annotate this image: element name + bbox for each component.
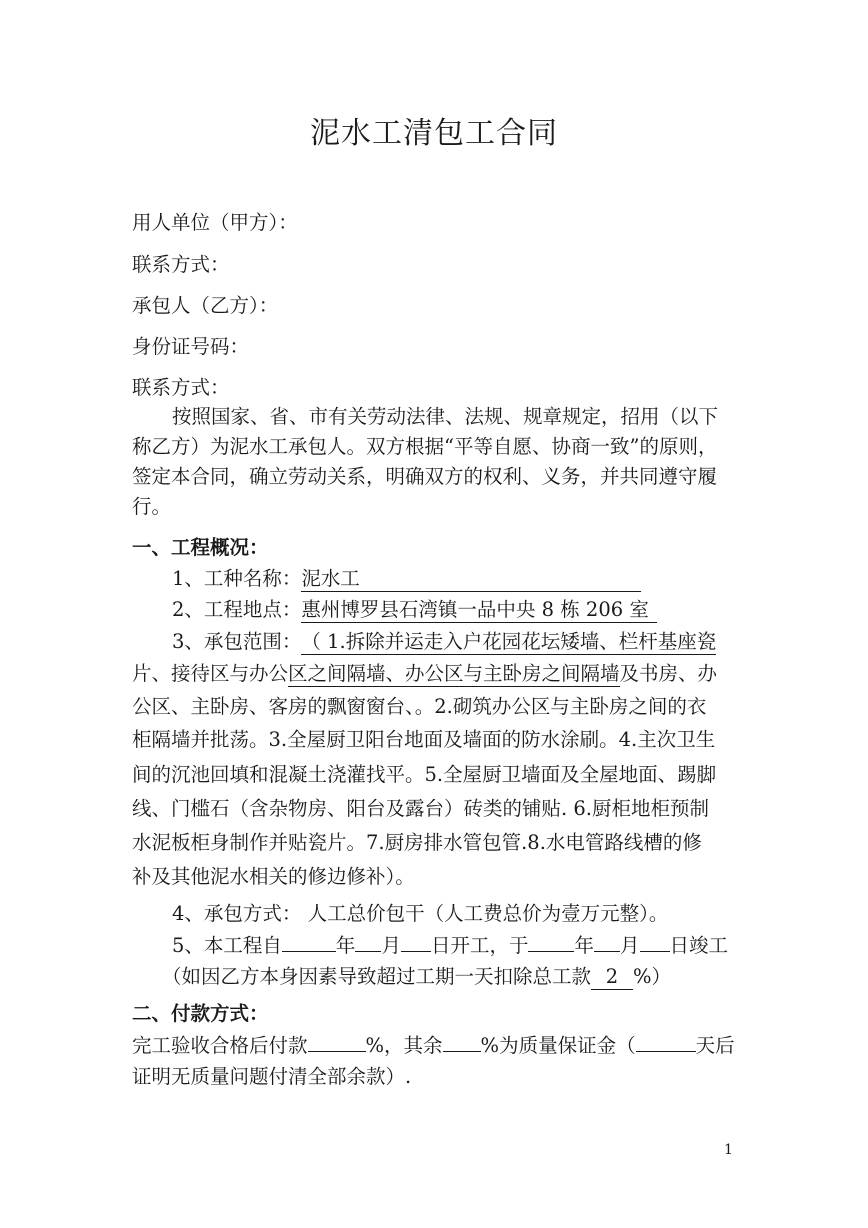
scope-text: 片、接待区与办公: [132, 662, 289, 685]
site-row: [172, 595, 744, 625]
intro-line: 行。: [132, 495, 172, 518]
blank-start-month: [355, 931, 381, 952]
schedule-text: 日开工，于: [430, 934, 529, 957]
scope-line: 线、门槛石（含杂物房、阳台及露台）砖类的铺贴. 6.厨柜地柜预制: [132, 797, 710, 820]
employer-contact-field: 联系方式：: [132, 253, 230, 276]
document-title: 泥水工清包工合同: [310, 116, 558, 151]
schedule-text: 年: [574, 934, 594, 957]
blank-payment-percent: [308, 1031, 366, 1052]
payment-text: %为质量保证金（: [480, 1034, 636, 1057]
work-type-value: 泥水工: [301, 567, 641, 592]
section-heading-project: 一、工程概况：: [132, 536, 269, 559]
payment-text: 完工验收合格后付款: [132, 1034, 308, 1057]
scope-text: （ 1.拆除并运走入户花园花坛矮墙、栏杆基座瓷: [301, 630, 717, 653]
penalty-row: [162, 962, 774, 992]
blank-end-year: [528, 931, 574, 952]
schedule-text: 日竣工: [669, 934, 729, 957]
payment-text: %，其余: [365, 1034, 443, 1057]
scope-row: [172, 627, 744, 657]
site-label: 2、工程地点：: [172, 598, 302, 621]
blank-warranty-days: [636, 1031, 696, 1052]
blank-start-day: [401, 931, 431, 952]
penalty-text: （如因乙方本身因素导致超过工期一天扣除总工款: [162, 965, 592, 988]
schedule-row: [172, 931, 744, 961]
contract-method: 4、承包方式： 人工总价包干（人工费总价为壹万元整）。: [172, 902, 669, 925]
scope-line: 水泥板柜身制作并贴瓷片。7.厨房排水管包管.8.水电管路线槽的修: [132, 831, 702, 854]
payment-line: 证明无质量问题付清全部余款）.: [132, 1065, 412, 1088]
intro-line: 称乙方）为泥水工承包人。双方根据“平等自愿、协商一致”的原则，: [132, 435, 718, 458]
section-heading-payment: 二、付款方式：: [132, 1002, 269, 1025]
blank-end-day: [640, 931, 670, 952]
work-type-row: [172, 564, 744, 594]
id-number-field: 身份证号码：: [132, 335, 250, 358]
blank-start-year: [282, 931, 336, 952]
schedule-text: 年: [335, 934, 356, 957]
page-number: 1: [724, 1142, 733, 1158]
contractor-contact-field: 联系方式：: [132, 376, 230, 399]
site-value: 惠州博罗县石湾镇一品中央 8 栋 206 室: [301, 598, 657, 623]
schedule-text: 月: [619, 934, 640, 957]
scope-line: 补及其他泥水相关的修边修补）。: [132, 865, 415, 888]
schedule-text: 月: [381, 934, 401, 957]
blank-retention-percent: [443, 1031, 481, 1052]
payment-text: 天后: [695, 1034, 735, 1057]
employer-field: 用人单位（甲方）：: [132, 211, 298, 234]
scope-label: 3、承包范围：: [172, 630, 302, 653]
scope-line: 柜隔墙并批荡。3.全屋厨卫阳台地面及墙面的防水涂刷。4.主次卫生: [132, 728, 716, 751]
scope-line: 间的沉池回填和混凝土浇灌找平。5.全屋厨卫墙面及全屋地面、踢脚: [132, 763, 717, 786]
intro-line: 签定本合同，确立劳动关系，明确双方的权利、义务，并共同遵守履: [132, 465, 718, 488]
scope-line: 公区、主卧房、客房的飘窗窗台、。2.砌筑办公区与主卧房之间的衣: [132, 695, 707, 718]
scope-text: 及书房、办: [619, 662, 718, 685]
penalty-text: %）: [633, 965, 672, 988]
blank-end-month: [594, 931, 620, 952]
penalty-value: 2: [591, 965, 633, 990]
scope-line: [132, 659, 744, 689]
schedule-text: 5、本工程自: [172, 934, 282, 957]
intro-line: 按照国家、省、市有关劳动法律、法规、规章规定，招用（以下: [172, 405, 719, 428]
work-type-label: 1、工种名称：: [172, 567, 302, 590]
payment-row: [132, 1031, 744, 1061]
contractor-field: 承包人（乙方）：: [132, 294, 279, 317]
scope-underlined-text: 区之间隔墙、办公区与主卧房之间隔墙: [288, 662, 620, 685]
